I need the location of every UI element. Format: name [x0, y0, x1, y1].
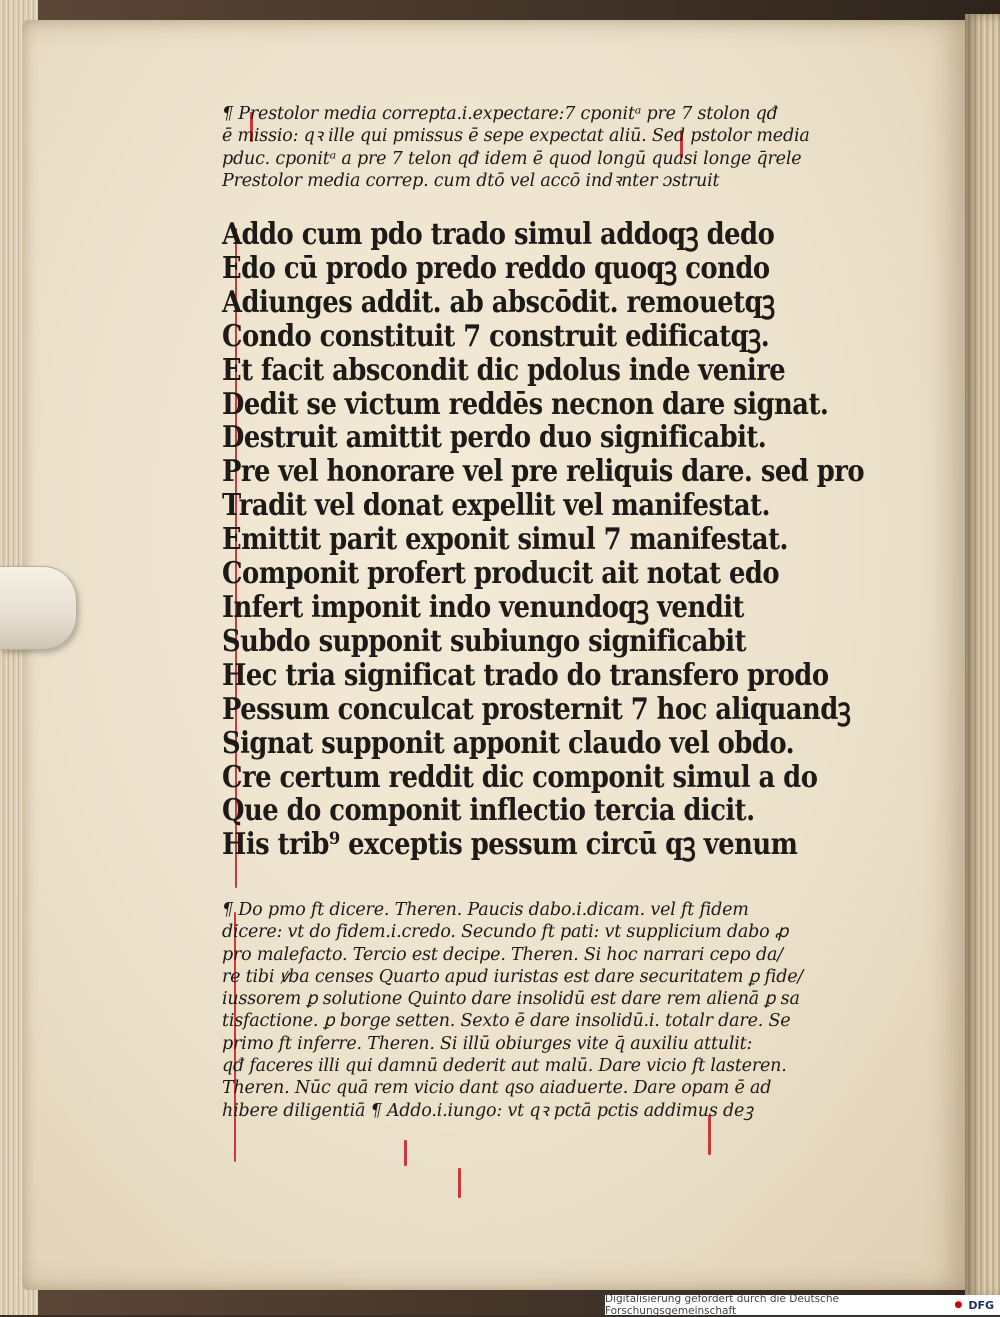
gloss-bottom-line: iussorem ꝑ solutione Quinto dare insolidū est dare rem alienā ꝑ sa — [222, 989, 800, 1010]
gloss-top-line: ¶ Prestolor media correpta.i.expectare:7 cponitᵃ pre 7 stolon qđ — [222, 104, 778, 124]
verse-line: Et facit abscondit dic pdolus inde venire — [222, 352, 786, 388]
verse-line: Emittit parit exponit simul 7 manifestat. — [222, 522, 788, 558]
gloss-bottom-line: qđ faceres illi qui damnū dederit aut malū. Dare vicio ft lasteren. — [222, 1056, 787, 1077]
rubric-stroke-bottom-2 — [404, 1140, 407, 1166]
separator-dot-icon: ● — [954, 1300, 963, 1310]
page-clip — [0, 566, 77, 650]
gloss-bottom-line: dicere: vt do fidem.i.credo. Secundo ft pati: vt supplicium dabo ꝓ — [222, 922, 789, 943]
verse-line: Cre certum reddit dic componit simul a do — [222, 759, 818, 795]
verse-line: Destruit amittit perdo duo significabit. — [222, 420, 767, 456]
verse-line: His trib⁹ exceptis pessum circū qꝫ venum — [222, 827, 798, 863]
verse-line: Signat supponit apponit claudo vel obdo. — [222, 725, 795, 761]
verse-block — [222, 218, 864, 862]
verse-line: Dedit se victum reddēs necnon dare signat. — [222, 386, 829, 422]
gloss-bottom-line: primo ft inferre. Theren. Si illū obiurges vite q̄ auxiliu attulit: — [222, 1033, 753, 1054]
digitization-footer — [605, 1295, 1000, 1315]
gloss-top — [222, 103, 810, 192]
gloss-top-line: pduc. cponitᵃ a pre 7 telon qđ idem ē quod longū quasi longe q̄rele — [222, 148, 802, 169]
verse-line: Que do componit inflectio tercia dicit. — [222, 793, 755, 829]
gloss-bottom-line: Theren. Nūc quā rem vicio dant qso aiaduerte. Dare opam ē ad — [222, 1078, 772, 1099]
verse-line: Pre vel honorare vel pre reliquis dare. sed pro — [222, 454, 865, 490]
footer-credit: Digitalisierung gefördert durch die Deutsche Forschungsgemeinschaft — [605, 1293, 839, 1317]
right-page-edges — [965, 14, 1000, 1299]
rubric-stroke-bottom-4 — [458, 1168, 461, 1198]
verse-line: Hec tria significat trado do transfero prodo — [222, 657, 829, 693]
verse-line: Subdo supponit subiungo significabit — [222, 623, 746, 659]
verse-line: Addo cum pdo trado simul addoqꝫ dedo — [222, 217, 775, 252]
gloss-top-line: ē missio: qꝛ ille qui pmissus ē sepe expectat aliū. Sed pstolor media — [222, 126, 810, 147]
verse-line: Condo constituit 7 construit edificatqꝫ. — [222, 318, 770, 354]
verse-line: Adiunges addit. ab abscōdit. remouetqꝫ — [222, 284, 775, 320]
dfg-logo: DFG — [968, 1298, 994, 1312]
verse-line: Edo cū prodo predo reddo quoqꝫ condo — [222, 250, 770, 286]
gloss-bottom-line: tisfactione. ꝑ borge setten. Sexto ē dare insolidū.i. totalr dare. Se — [222, 1011, 791, 1032]
gloss-bottom-line: hibere diligentiā ¶ Addo.i.iungo: vt qꝛ pctā pctis addimus deꝫ — [222, 1100, 753, 1121]
verse-line: Pessum conculcat prosternit 7 hoc aliquandꝫ — [222, 691, 851, 727]
gloss-bottom-line: ¶ Do pmo ft dicere. Theren. Paucis dabo.i.dicam. vel ft fidem — [222, 900, 749, 920]
verse-line: Infert imponit indo venundoqꝫ vendit — [222, 589, 744, 625]
gloss-bottom — [222, 899, 803, 1122]
gloss-bottom-line: pro malefacto. Tercio est decipe. Theren. Si hoc narrari cepo da/ — [222, 944, 783, 965]
gloss-bottom-line: re tibi ꝟba censes Quarto apud iuristas est dare securitatem ꝑ fide/ — [222, 966, 804, 987]
verse-line: Tradit vel donat expellit vel manifestat. — [222, 488, 770, 524]
gloss-top-line: Prestolor media correp. cum dtō vel accō indꝛnter ɔstruit — [222, 170, 720, 191]
verse-line: Componit profert producit ait notat edo — [222, 556, 780, 592]
